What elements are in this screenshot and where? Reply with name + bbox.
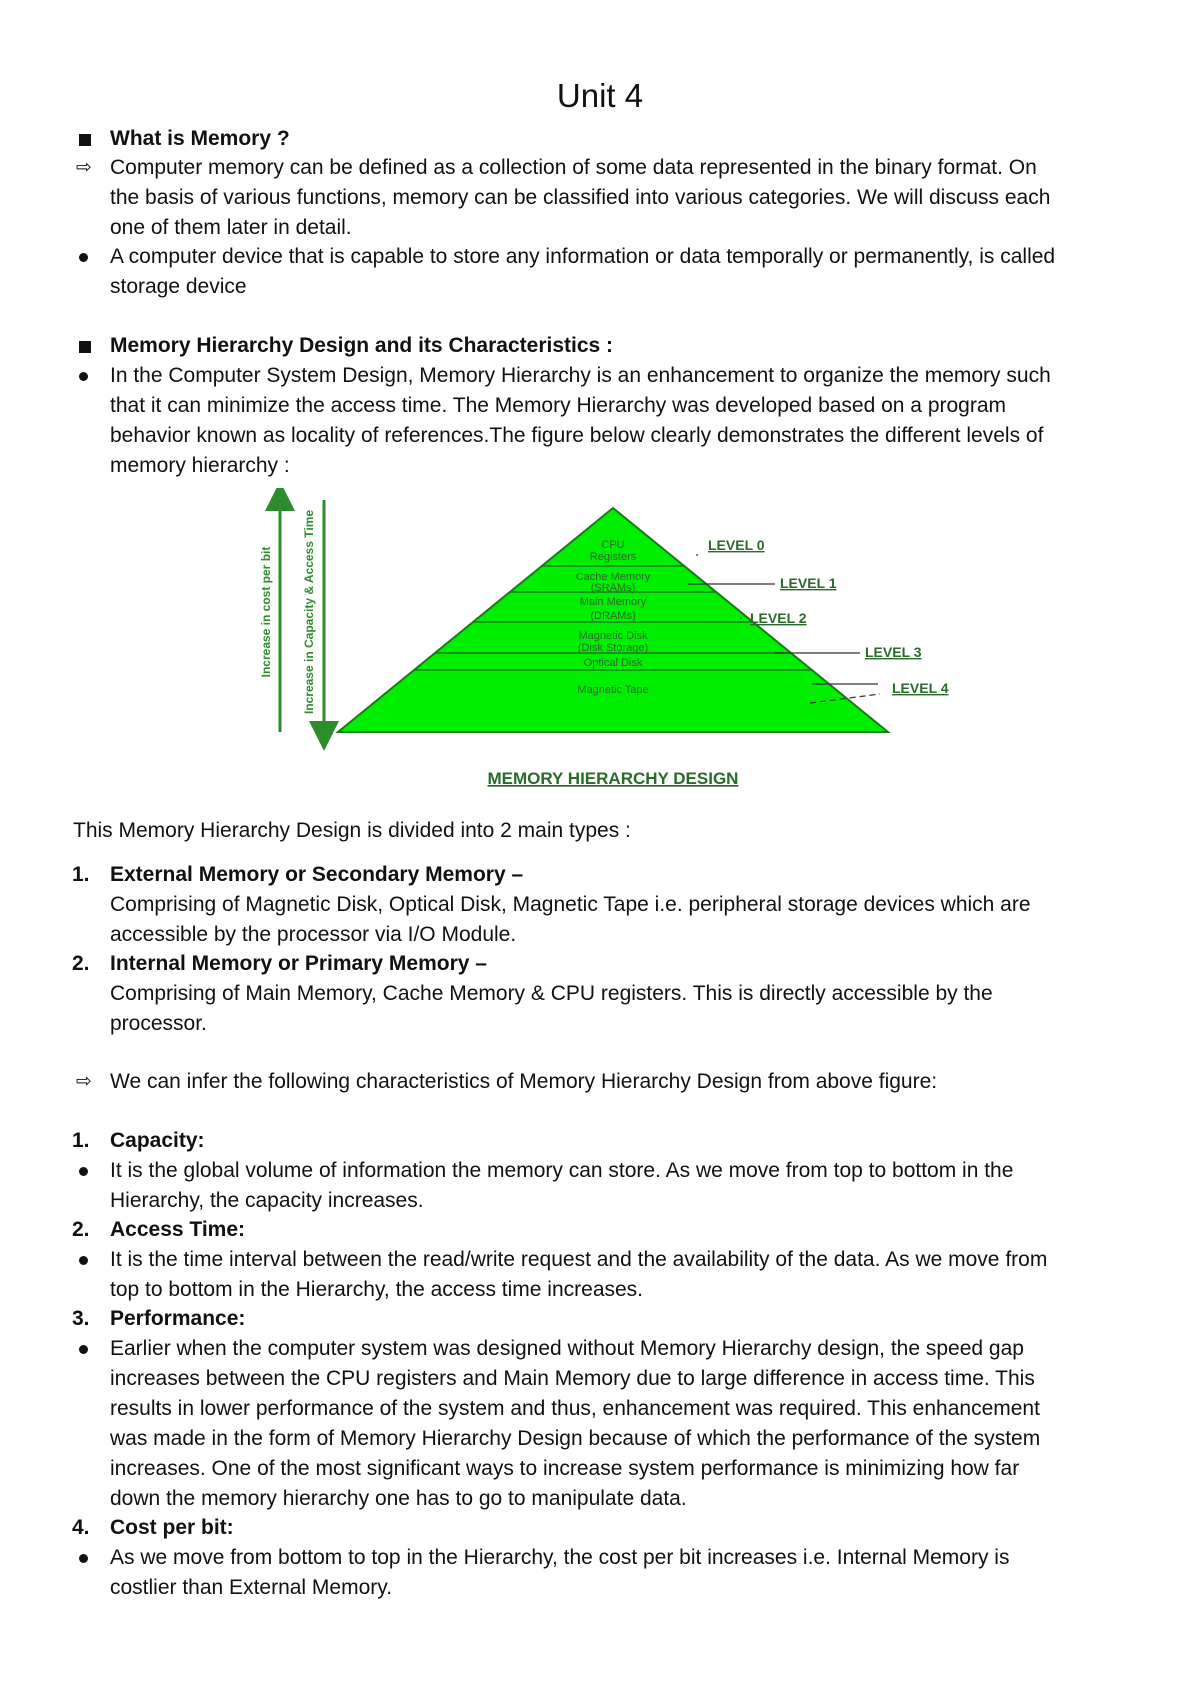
layer-label: Cache Memory	[575, 571, 651, 583]
square-bullet-icon	[79, 134, 91, 146]
level-label: LEVEL 4	[892, 680, 949, 696]
list-number: 1.	[72, 863, 90, 886]
layer-label: Optical Disk	[583, 657, 643, 669]
text-line: It is the global volume of information the memory can store. As we move from top to bottom in the	[110, 1159, 1014, 1182]
text-line: A computer device that is capable to store any information or data temporally or permanently, is called	[110, 245, 1056, 268]
list-number: 3.	[72, 1307, 90, 1330]
layer-label: Magnetic Disk	[578, 630, 648, 642]
square-bullet-icon	[79, 341, 91, 353]
axis-label-cost: Increase in cost per bit	[259, 546, 273, 678]
paragraph	[110, 242, 1130, 302]
round-bullet-icon	[79, 1345, 88, 1354]
round-bullet-icon	[79, 1167, 88, 1176]
bullet-text	[110, 1245, 1130, 1305]
text-line: increases. One of the most significant ways to increase system performance is minimizing how far	[110, 1457, 1020, 1480]
bullet-text	[110, 1334, 1130, 1514]
axis-label-capacity: Increase in Capacity & Access Time	[302, 509, 316, 715]
text-line: was made in the form of Memory Hierarchy Design because of which the performance of the system	[110, 1427, 1041, 1450]
layer-label: CPU	[601, 539, 625, 551]
list-number: 2.	[72, 952, 90, 975]
arrow-bullet-icon: ⇨	[76, 157, 92, 178]
paragraph	[76, 153, 1130, 243]
text-line: processor.	[110, 1012, 207, 1035]
bullet-text	[110, 1156, 1130, 1216]
text-line: that it can minimize the access time. The Memory Hierarchy was developed based on a program	[110, 394, 1007, 417]
arrow-bullet-icon: ⇨	[76, 1071, 92, 1092]
list-heading: Access Time:	[110, 1218, 246, 1241]
text-line: Comprising of Main Memory, Cache Memory & CPU registers. This is directly accessible by the	[110, 982, 993, 1005]
text-line: costlier than External Memory.	[110, 1576, 393, 1599]
layer-label: (Disk Storage)	[577, 642, 649, 654]
types-intro: This Memory Hierarchy Design is divided into 2 main types :	[73, 819, 631, 842]
text-line: increases between the CPU registers and Main Memory due to large difference in access time. This	[110, 1367, 1035, 1390]
list-heading: Performance:	[110, 1307, 246, 1330]
text-line: As we move from bottom to top in the Hierarchy, the cost per bit increases i.e. Internal Memory is	[110, 1546, 1010, 1569]
figure-caption: MEMORY HIERARCHY DESIGN	[487, 769, 739, 788]
list-number: 1.	[72, 1129, 90, 1152]
text-line: It is the time interval between the read/write request and the availability of the data. As we move from	[110, 1248, 1048, 1271]
list-number: 2.	[72, 1218, 90, 1241]
layer-label: Magnetic Tape	[577, 684, 649, 696]
text-line: behavior known as locality of references.The figure below clearly demonstrates the different levels of	[110, 424, 1044, 447]
round-bullet-icon	[79, 1554, 88, 1563]
section-heading-memory-hierarchy: Memory Hierarchy Design and its Characteristics :	[110, 331, 1130, 361]
characteristic-cost-per-bit	[72, 1513, 1130, 1603]
text-line: memory hierarchy :	[110, 454, 290, 477]
layer-label: (DRAMs)	[590, 610, 636, 622]
list-heading: Internal Memory or Primary Memory –	[110, 952, 487, 975]
round-bullet-icon	[79, 372, 88, 381]
characteristic-performance	[72, 1304, 1130, 1514]
text-line: Hierarchy, the capacity increases.	[110, 1189, 424, 1212]
text-line: Comprising of Magnetic Disk, Optical Disk, Magnetic Tape i.e. peripheral storage devices which are	[110, 893, 1031, 916]
layer-label: (SRAMs)	[590, 582, 636, 594]
text-line: In the Computer System Design, Memory Hierarchy is an enhancement to organize the memory such	[110, 364, 1051, 387]
list-heading: Capacity:	[110, 1129, 205, 1152]
round-bullet-icon	[79, 253, 88, 262]
characteristic-capacity	[72, 1126, 1130, 1216]
bullet-text	[110, 1543, 1130, 1603]
text-line: storage device	[110, 275, 247, 298]
text-line: top to bottom in the Hierarchy, the access time increases.	[110, 1278, 644, 1301]
text-line: the basis of various functions, memory can be classified into various categories. We will discuss each	[110, 186, 1051, 209]
text-line: Earlier when the computer system was designed without Memory Hierarchy design, the speed gap	[110, 1337, 1024, 1360]
text-line: Computer memory can be defined as a collection of some data represented in the binary format. On	[110, 156, 1037, 179]
text-line: accessible by the processor via I/O Module.	[110, 923, 517, 946]
infer-line: ⇨ We can infer the following characteristics of Memory Hierarchy Design from above figure:	[110, 1067, 1130, 1097]
list-heading: Cost per bit:	[110, 1516, 234, 1539]
round-bullet-icon	[79, 1256, 88, 1265]
level-label: LEVEL 2	[750, 610, 807, 626]
text-line: results in lower performance of the system and thus, enhancement was required. This enhancement	[110, 1397, 1040, 1420]
list-heading: External Memory or Secondary Memory –	[110, 863, 524, 886]
memory-hierarchy-figure	[230, 488, 1010, 808]
list-item	[72, 949, 1130, 1039]
layer-label: Main Memory	[579, 596, 647, 608]
level-label: LEVEL 3	[865, 644, 922, 660]
layer-label: Registers	[589, 551, 637, 563]
text-line: down the memory hierarchy one has to go to manipulate data.	[110, 1487, 687, 1510]
list-number: 4.	[72, 1516, 90, 1539]
text-line: one of them later in detail.	[110, 216, 352, 239]
level-label: LEVEL 0	[708, 537, 765, 553]
list-item	[72, 860, 1130, 950]
page-title: Unit 4	[556, 77, 644, 114]
characteristic-access-time	[72, 1215, 1130, 1305]
level-label: LEVEL 1	[780, 575, 837, 591]
section-heading-what-is-memory: What is Memory ?	[110, 124, 1130, 154]
paragraph	[110, 361, 1130, 481]
